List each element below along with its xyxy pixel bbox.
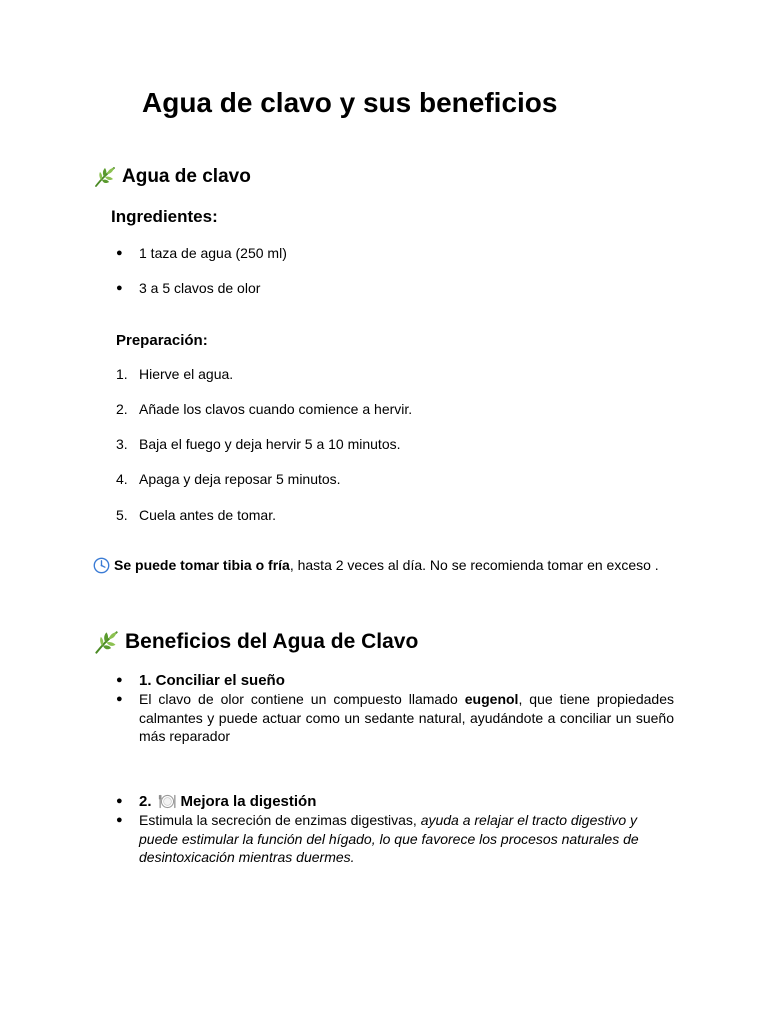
- step-number: 4.: [116, 471, 128, 487]
- ingredient-text: 3 a 5 clavos de olor: [139, 280, 261, 296]
- section-heading-beneficios: [93, 628, 418, 656]
- step-number: 5.: [116, 507, 128, 523]
- step-number: 1.: [116, 366, 128, 382]
- plate-icon: [158, 792, 177, 811]
- ingredients-heading: Ingredientes:: [111, 207, 218, 226]
- leaf-icon: [93, 629, 120, 656]
- leaf-icon: [93, 165, 117, 189]
- step-number: 3.: [116, 436, 128, 452]
- step-text: Hierve el agua.: [139, 366, 234, 382]
- section-heading-text: Beneficios del Agua de Clavo: [125, 630, 419, 653]
- bullet-icon: ●: [116, 814, 123, 826]
- section-heading-text: Agua de clavo: [122, 166, 251, 187]
- document-title: Agua de clavo y sus beneficios: [142, 87, 558, 118]
- benefit-title: 1. Conciliar el sueño: [139, 672, 285, 689]
- step-text: Cuela antes de tomar.: [139, 507, 276, 523]
- step-number: 2.: [116, 401, 128, 417]
- benefit-title: Mejora la digestión: [180, 793, 317, 810]
- benefit-text: El clavo de olor contiene un compuesto llamado eugenol, que tiene propiedades calmantes y puede actuar como un sedante natural, ayudándote a conciliar un sueño más reparador: [139, 691, 674, 744]
- section-heading-agua-de-clavo: [93, 165, 251, 189]
- bullet-icon: ●: [116, 247, 123, 259]
- serving-note: [93, 556, 659, 574]
- bold-term: eugenol: [464, 691, 519, 707]
- bullet-icon: ●: [116, 282, 123, 294]
- bullet-icon: ●: [116, 795, 123, 807]
- step-text: Baja el fuego y deja hervir 5 a 10 minutos.: [139, 436, 401, 452]
- clock-icon: [93, 557, 110, 574]
- note-text: , hasta 2 veces al día. No se recomienda tomar en exceso .: [289, 557, 659, 573]
- bullet-icon: ●: [116, 674, 123, 686]
- bullet-icon: ●: [116, 693, 123, 705]
- step-text: Apaga y deja reposar 5 minutos.: [139, 471, 341, 487]
- step-text: Añade los clavos cuando comience a hervir.: [139, 401, 413, 417]
- ingredient-text: 1 taza de agua (250 ml): [139, 245, 287, 261]
- italic-text: ayuda a relajar el tracto digestivo y puede estimular la función del hígado, lo que favorece los procesos naturales de desintoxicación mientras duermes.: [139, 812, 639, 865]
- benefit-text: Estimula la secreción de enzimas digestivas, ayuda a relajar el tracto digestivo y puede estimular la función del hígado, lo que favorece los procesos naturales de desintoxicación mientras duermes.: [139, 812, 639, 865]
- note-bold-text: Se puede tomar tibia o fría: [114, 557, 290, 573]
- benefit-number: 2.: [139, 793, 152, 810]
- preparation-heading: Preparación:: [116, 332, 208, 349]
